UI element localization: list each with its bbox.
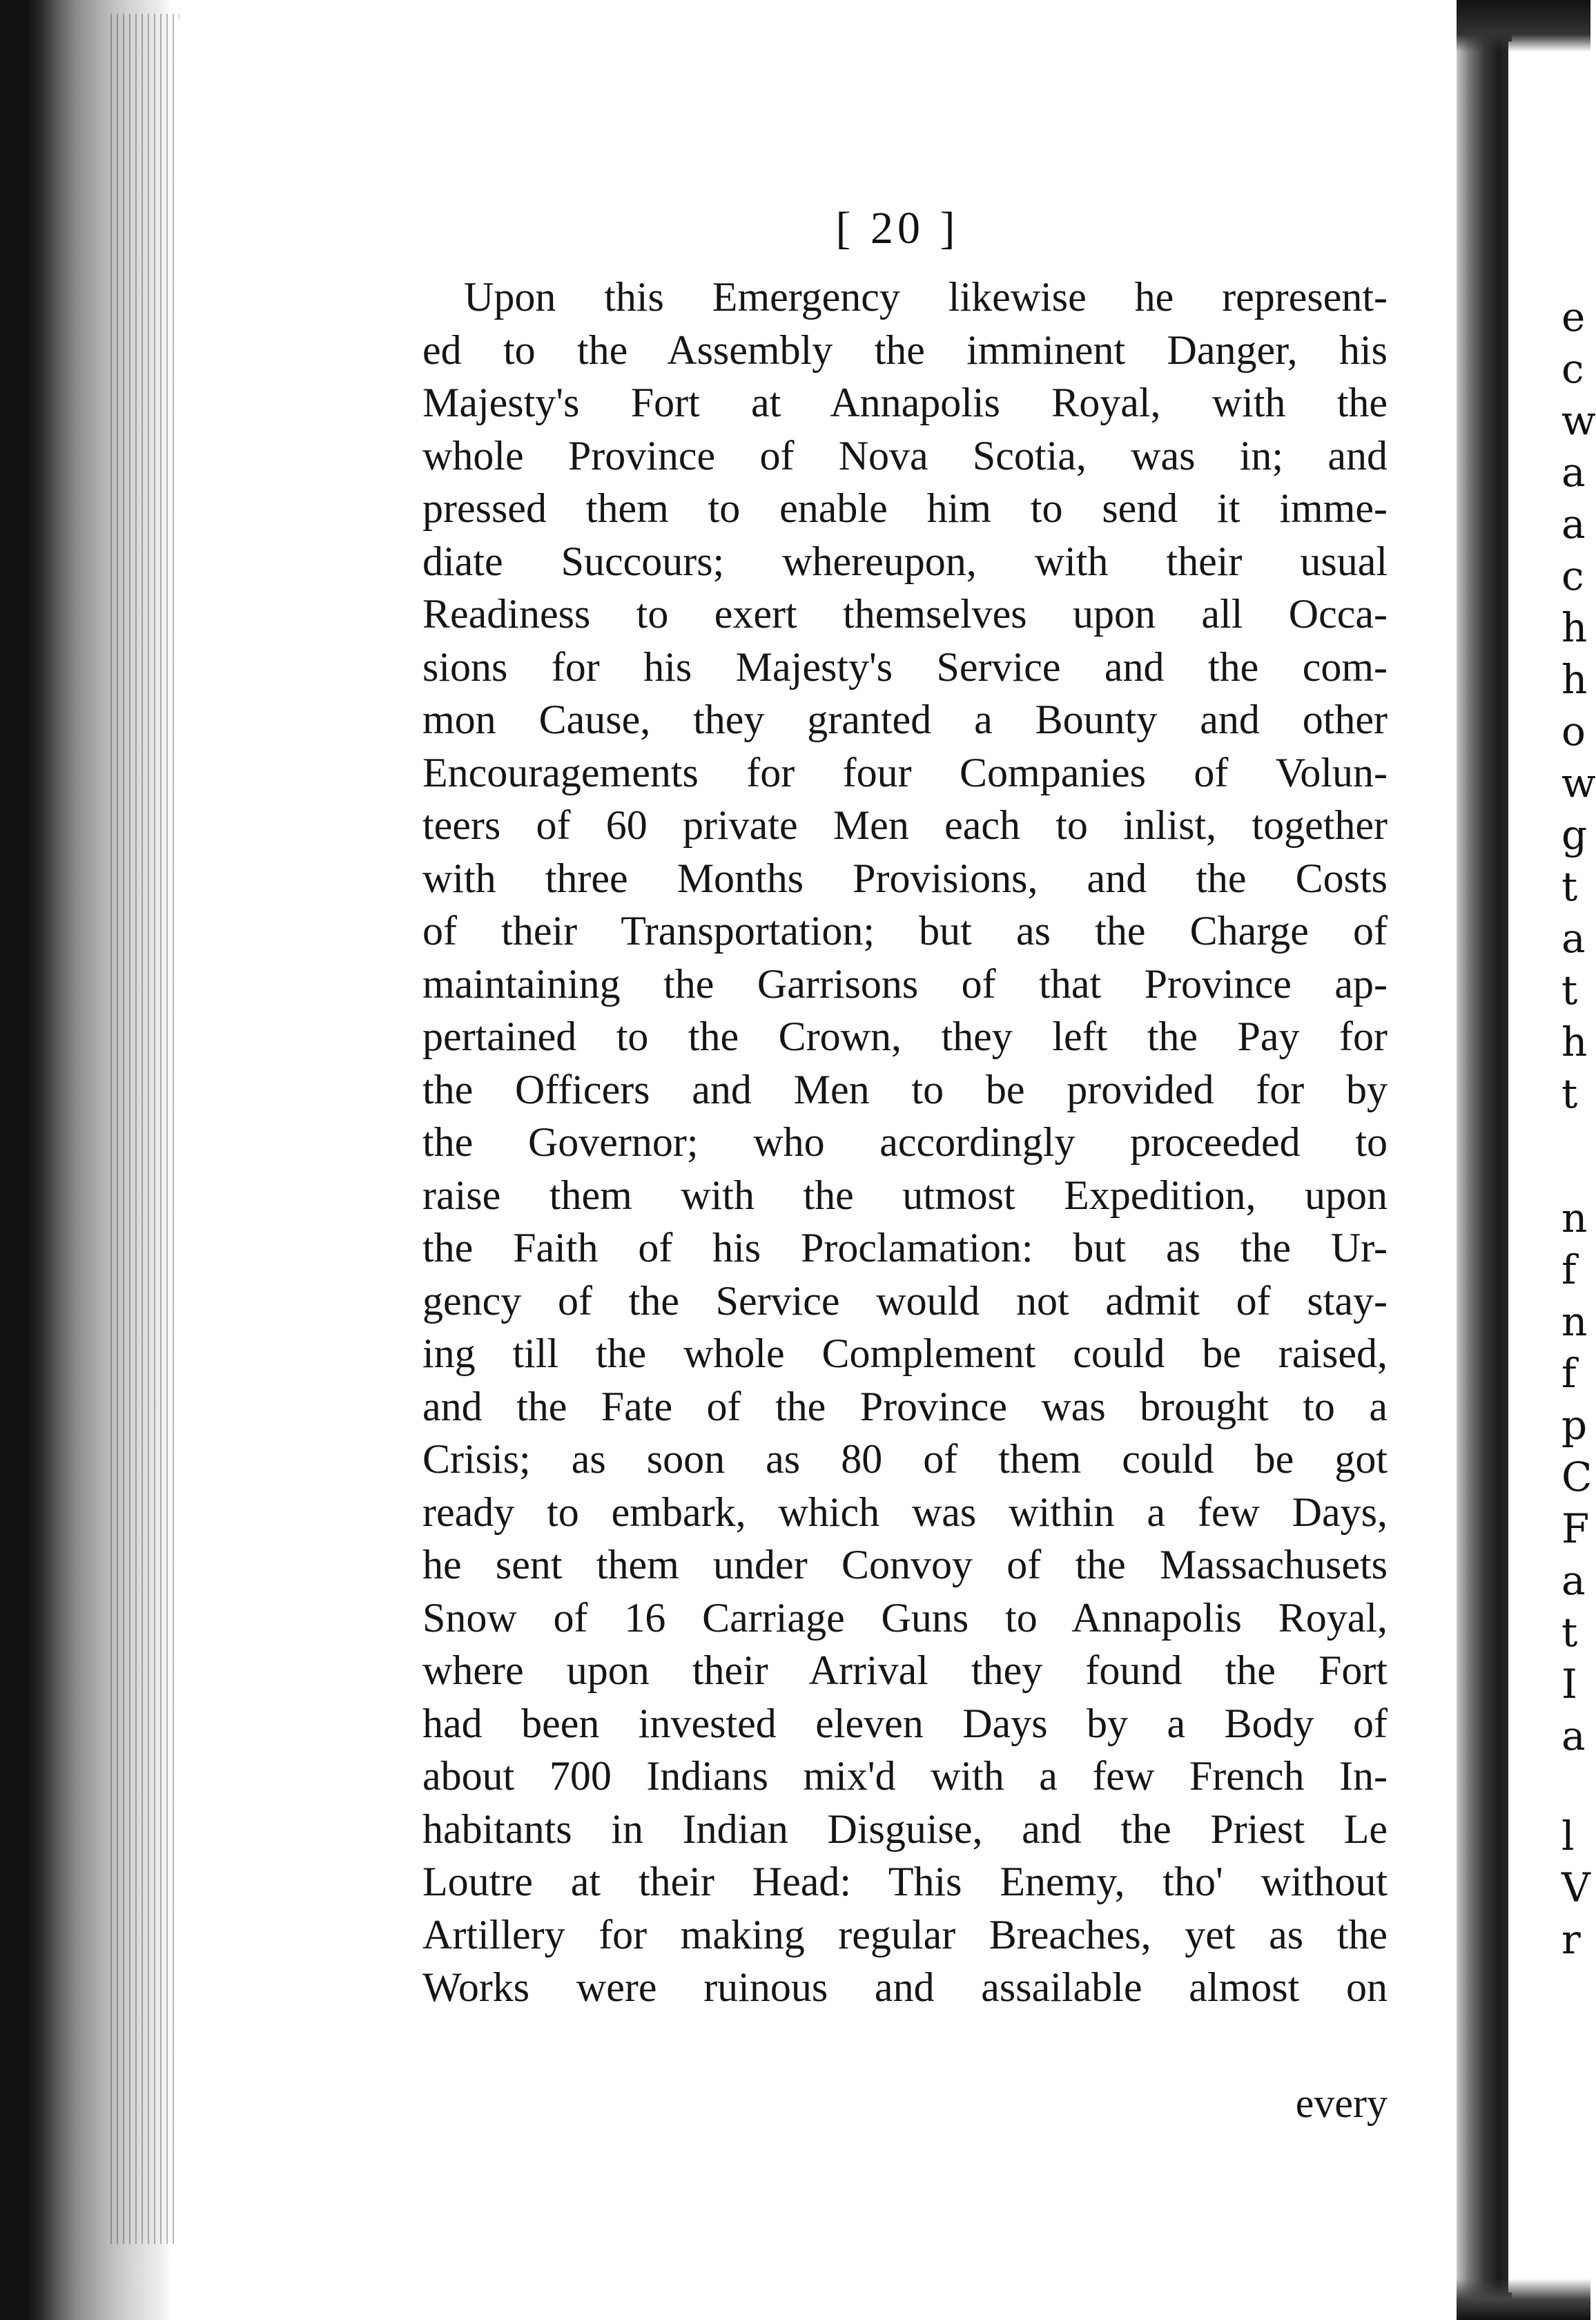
text-line: Artillery for making regular Breaches, yet as the xyxy=(422,1911,1388,1958)
text-line: gency of the Service would not admit of stay- xyxy=(422,1277,1388,1324)
facing-page-letter: r xyxy=(1561,1916,1581,1963)
text-line: Readiness to exert themselves upon all Occa- xyxy=(422,591,1388,637)
text-line: pertained to the Crown, they left the Pay for xyxy=(422,1014,1388,1059)
text-line: where upon their Arrival they found the Fort xyxy=(422,1647,1388,1693)
text-line: the Officers and Men to be provided for by xyxy=(422,1066,1388,1112)
text-line: whole Province of Nova Scotia, was in; and xyxy=(422,432,1388,478)
facing-page-letter: g xyxy=(1561,811,1588,858)
facing-page-letter: c xyxy=(1561,552,1584,599)
text-line: raise them with the utmost Expedition, upon xyxy=(422,1172,1388,1218)
body-text xyxy=(422,271,1388,2014)
text-line: Encouragements for four Companies of Volun- xyxy=(422,749,1388,795)
facing-page-letter: o xyxy=(1561,708,1586,755)
text-line: pressed them to enable him to send it imme- xyxy=(422,485,1388,531)
facing-page-letter: I xyxy=(1561,1661,1577,1708)
text-line: sions for his Majesty's Service and the com- xyxy=(422,644,1388,690)
text-line: ready to embark, which was within a few Days, xyxy=(422,1489,1388,1535)
facing-page-letter: n xyxy=(1561,1298,1588,1345)
facing-page-letter: a xyxy=(1561,1557,1586,1604)
facing-page-letter: F xyxy=(1561,1505,1590,1552)
text-line: maintaining the Garrisons of that Province ap- xyxy=(422,960,1388,1007)
text-line: Majesty's Fort at Annapolis Royal, with the xyxy=(422,380,1388,425)
facing-page-letter: c xyxy=(1561,345,1584,392)
catchword: every xyxy=(1295,2080,1388,2126)
text-line: ing till the whole Complement could be raised, xyxy=(422,1331,1388,1376)
text-line: the Governor; who accordingly proceeded to xyxy=(422,1119,1388,1165)
text-line: diate Succours; whereupon, with their usual xyxy=(422,538,1388,584)
text-line: Snow of 16 Carriage Guns to Annapolis Royal, xyxy=(422,1594,1388,1641)
facing-page-letter: w xyxy=(1561,397,1596,444)
text-line: of their Transportation; but as the Charge of xyxy=(422,908,1388,954)
text-line: he sent them under Convoy of the Massachusets xyxy=(422,1542,1388,1587)
text-line: ed to the Assembly the imminent Danger, his xyxy=(422,327,1388,373)
text-line: mon Cause, they granted a Bounty and other xyxy=(422,697,1388,742)
facing-page-letter: e xyxy=(1561,293,1586,340)
text-line: the Faith of his Proclamation: but as the Ur- xyxy=(422,1225,1388,1270)
facing-page-letter: a xyxy=(1561,449,1586,496)
facing-page-letter: t xyxy=(1561,1070,1578,1117)
text-line: Upon this Emergency likewise he represent- xyxy=(464,274,1388,320)
facing-page-letter: f xyxy=(1561,1246,1577,1293)
facing-page-letter: a xyxy=(1561,501,1586,548)
facing-page-letter: t xyxy=(1561,1609,1578,1656)
facing-page-letter: p xyxy=(1561,1402,1588,1449)
facing-page-letter: V xyxy=(1561,1864,1590,1911)
text-line: had been invested eleven Days by a Body of xyxy=(422,1700,1388,1746)
facing-page-letter: a xyxy=(1561,915,1586,962)
page-number: [ 20 ] xyxy=(835,203,960,253)
facing-page-letter: C xyxy=(1561,1453,1593,1500)
facing-page-letter: h xyxy=(1561,656,1588,703)
text-line: with three Months Provisions, and the Costs xyxy=(422,855,1388,901)
page-edge-lines xyxy=(110,14,179,2244)
text-line: Works were ruinous and assailable almost on xyxy=(422,1964,1388,2010)
facing-page-letter: t xyxy=(1561,863,1578,910)
text-line: Loutre at their Head: This Enemy, tho' without xyxy=(422,1859,1388,1904)
text-line: Crisis; as soon as 80 of them could be got xyxy=(422,1436,1388,1482)
top-shadow xyxy=(1457,0,1590,52)
book-gutter-shadow xyxy=(1457,0,1512,2320)
facing-page-letter: w xyxy=(1561,760,1596,806)
facing-page-letter: a xyxy=(1561,1712,1586,1759)
facing-page-letter: l xyxy=(1561,1812,1575,1859)
facing-page-letter: f xyxy=(1561,1350,1577,1397)
facing-page-letter: h xyxy=(1561,1018,1588,1065)
facing-page-letter: n xyxy=(1561,1195,1588,1241)
text-line: and the Fate of the Province was brought to a xyxy=(422,1383,1388,1429)
text-line: teers of 60 private Men each to inlist, together xyxy=(422,802,1388,848)
facing-page-letter: h xyxy=(1561,604,1588,651)
bottom-shadow xyxy=(1457,2279,1590,2320)
text-line: about 700 Indians mix'd with a few French In- xyxy=(422,1753,1388,1799)
text-line: habitants in Indian Disguise, and the Priest Le xyxy=(422,1806,1388,1852)
facing-page-letter: t xyxy=(1561,967,1578,1014)
